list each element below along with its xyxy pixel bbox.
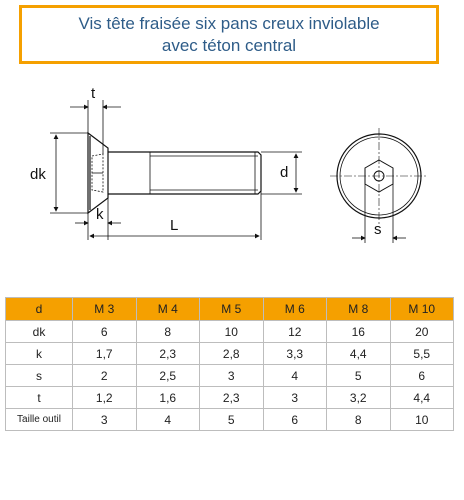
table-cell: 3 xyxy=(73,409,137,431)
table-cell: 3 xyxy=(200,365,264,387)
table-cell: 6 xyxy=(390,365,454,387)
table-cell: 10 xyxy=(200,321,264,343)
table-row xyxy=(6,387,454,409)
table-cell: 4,4 xyxy=(327,343,391,365)
table-cell: 20 xyxy=(390,321,454,343)
screw-technical-drawing xyxy=(0,78,464,258)
label-d: d xyxy=(280,164,289,181)
table-cell: 2,3 xyxy=(200,387,264,409)
table-cell: 2,5 xyxy=(136,365,200,387)
table-row xyxy=(6,343,454,365)
header-cell: M 3 xyxy=(73,298,137,321)
header-cell: M 10 xyxy=(390,298,454,321)
table-cell: 5 xyxy=(327,365,391,387)
table-cell: 3,2 xyxy=(327,387,391,409)
table-cell: 16 xyxy=(327,321,391,343)
table-cell: 3,3 xyxy=(263,343,327,365)
label-s: s xyxy=(374,221,382,238)
row-label: Taille outil xyxy=(6,409,73,431)
table-cell: 6 xyxy=(73,321,137,343)
title-box xyxy=(19,5,439,64)
header-cell: M 6 xyxy=(263,298,327,321)
screw-side-view xyxy=(88,133,261,213)
table-cell: 5 xyxy=(200,409,264,431)
table-cell: 2,8 xyxy=(200,343,264,365)
table-cell: 4,4 xyxy=(390,387,454,409)
table-cell: 2 xyxy=(73,365,137,387)
table-cell: 12 xyxy=(263,321,327,343)
header-cell: M 8 xyxy=(327,298,391,321)
table-row xyxy=(6,365,454,387)
label-k: k xyxy=(96,206,104,223)
table-cell: 8 xyxy=(136,321,200,343)
table-cell: 5,5 xyxy=(390,343,454,365)
table-cell: 1,6 xyxy=(136,387,200,409)
table-cell: 10 xyxy=(390,409,454,431)
screw-front-view xyxy=(330,128,428,224)
table-cell: 3 xyxy=(263,387,327,409)
row-label: t xyxy=(6,387,73,409)
label-t: t xyxy=(91,85,96,102)
header-cell: M 5 xyxy=(200,298,264,321)
table-cell: 8 xyxy=(327,409,391,431)
table-row xyxy=(6,321,454,343)
table-row xyxy=(6,409,454,431)
dimensions-table xyxy=(5,297,454,431)
row-label: s xyxy=(6,365,73,387)
table-cell: 4 xyxy=(136,409,200,431)
table-cell: 4 xyxy=(263,365,327,387)
title-line-2: avec téton central xyxy=(161,35,297,55)
header-cell: d xyxy=(6,298,73,321)
row-label: dk xyxy=(6,321,73,343)
table-cell: 1,7 xyxy=(73,343,137,365)
header-cell: M 4 xyxy=(136,298,200,321)
label-L: L xyxy=(170,217,179,234)
table-cell: 6 xyxy=(263,409,327,431)
table-cell: 1,2 xyxy=(73,387,137,409)
table-header-row xyxy=(6,298,454,321)
label-dk: dk xyxy=(30,166,46,183)
table-cell: 2,3 xyxy=(136,343,200,365)
row-label: k xyxy=(6,343,73,365)
title-line-1: Vis tête fraisée six pans creux inviolable xyxy=(78,13,380,33)
